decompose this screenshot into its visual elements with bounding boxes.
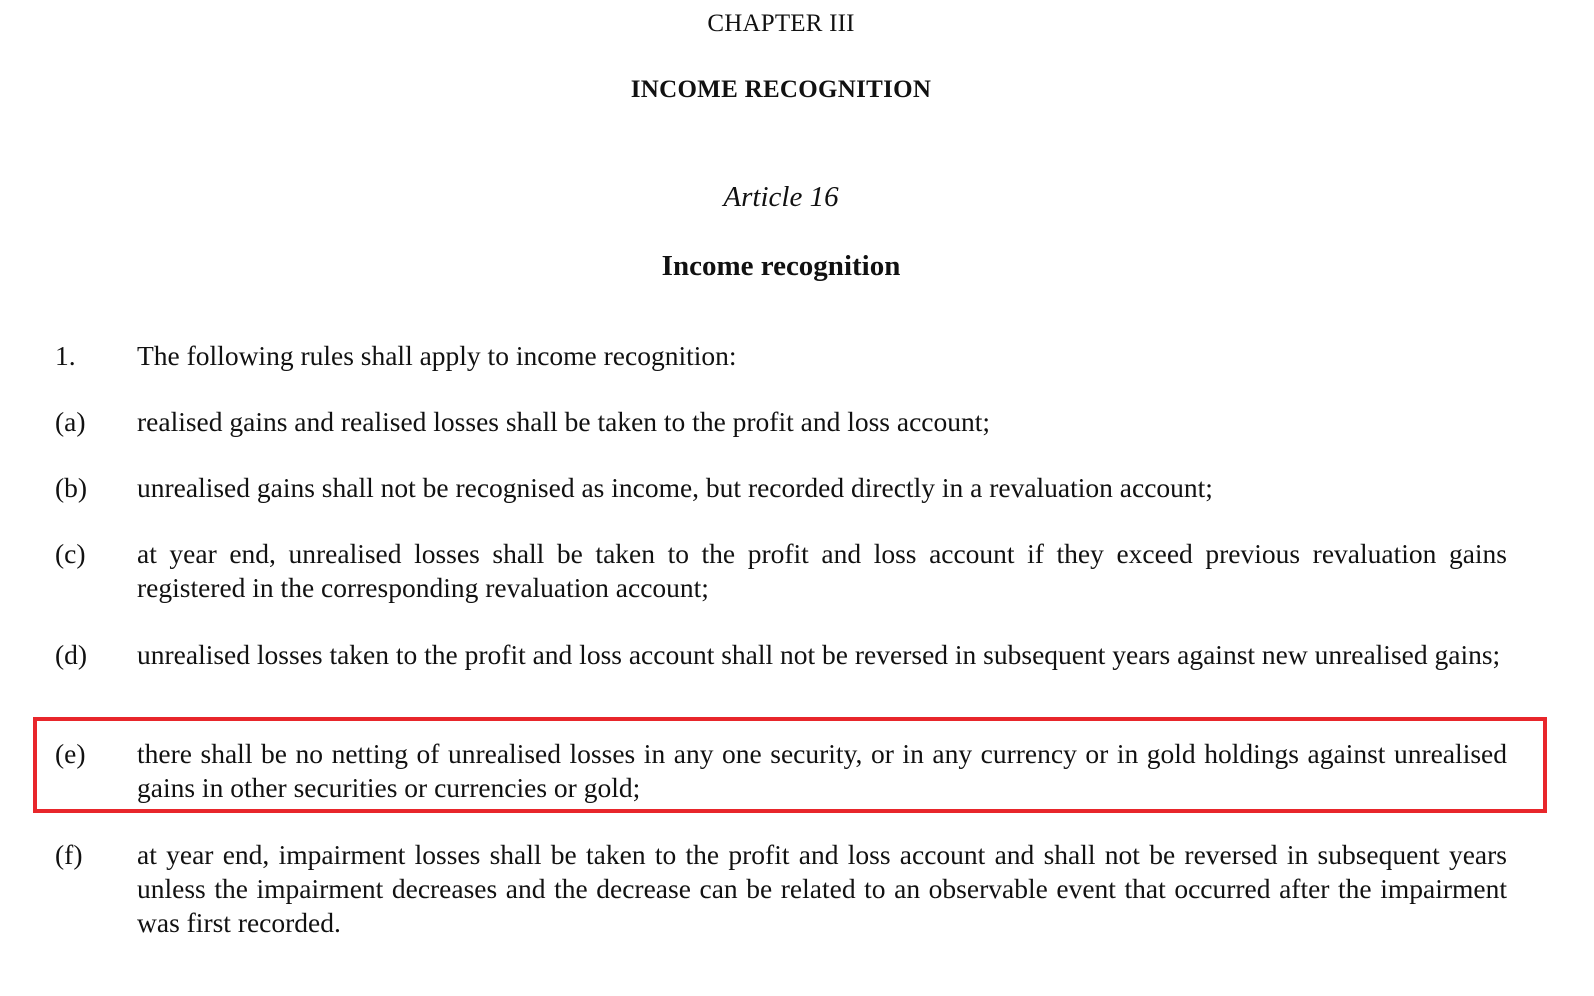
article-title: Income recognition [661,250,901,282]
item-text: realised gains and realised losses shall be taken to the profit and loss account; [137,406,991,437]
list-item-1 [55,339,1507,373]
item-marker: (e) [55,738,86,769]
list-item-e [55,737,1507,805]
item-marker: (b) [55,472,88,503]
list-item-d [55,638,1507,672]
chapter-heading: CHAPTER III [707,10,855,37]
item-marker: (c) [55,538,86,569]
item-text: there shall be no netting of unrealised losses in any one security, or in any currency or in gold holdings against unrealised gains in other securities or currencies or gold; [137,738,1507,803]
list-item-c [55,537,1507,605]
article-number: Article 16 [723,181,839,213]
item-text: unrealised gains shall not be recognised as income, but recorded directly in a revaluation account; [137,472,1213,503]
item-text: at year end, unrealised losses shall be taken to the profit and loss account if they exceed previous revaluation gains registered in the corresponding revaluation account; [137,538,1507,603]
chapter-title: INCOME RECOGNITION [630,76,932,103]
list-item-b [55,471,1507,505]
item-text: at year end, impairment losses shall be taken to the profit and loss account and shall not be reversed in subsequent years unless the impairment decreases and the decrease can be related to an observable event that occurred after the impairment was first recorded. [137,839,1507,938]
item-text: unrealised losses taken to the profit and loss account shall not be reversed in subsequent years against new unrealised gains; [137,639,1501,670]
list-item-a [55,405,1507,439]
item-text: The following rules shall apply to income recognition: [137,340,737,371]
item-marker: (a) [55,406,86,437]
list-item-f [55,838,1507,940]
item-marker: 1. [55,340,76,371]
item-marker: (d) [55,639,88,670]
item-marker: (f) [55,839,83,870]
